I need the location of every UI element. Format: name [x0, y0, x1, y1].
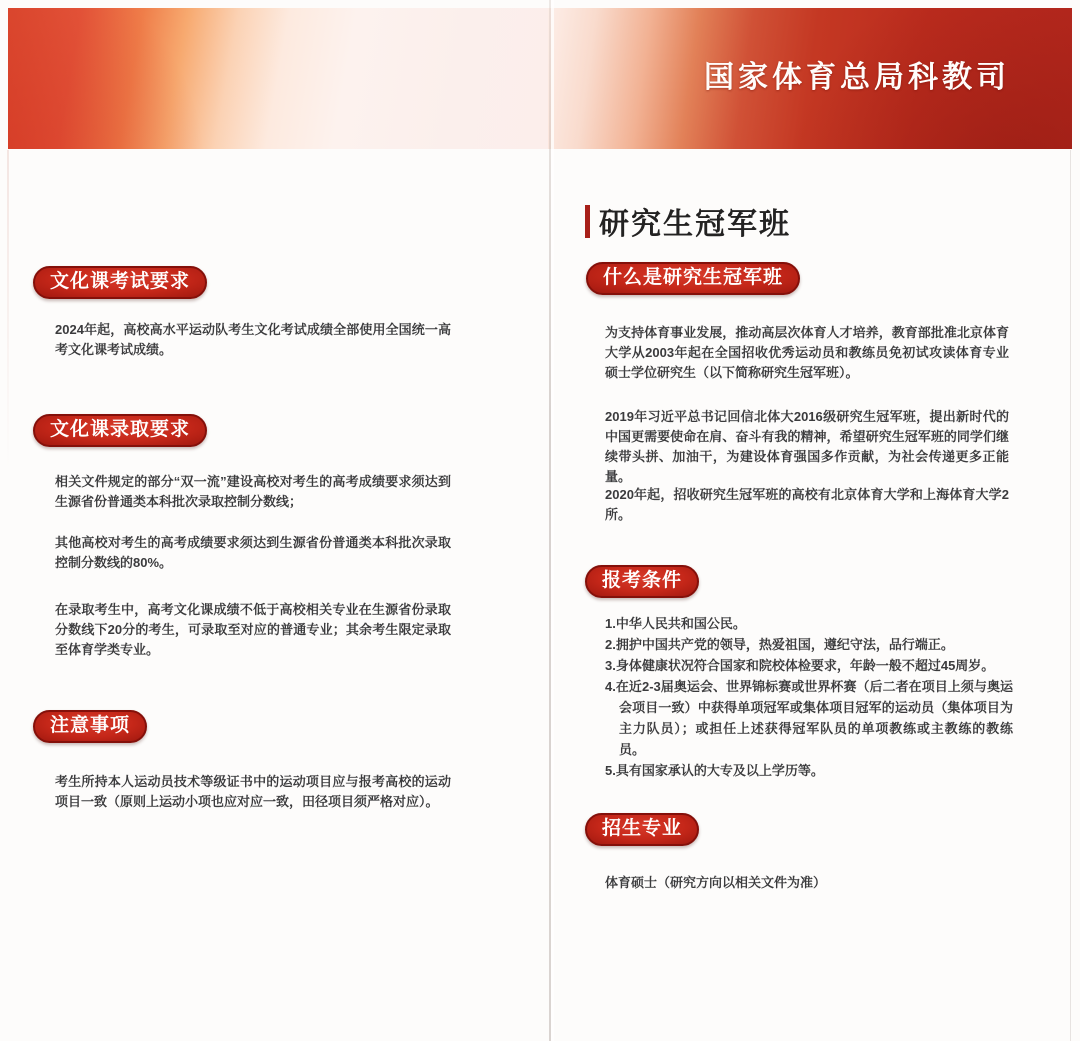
- paragraph-admission-3: 在录取考生中，高考文化课成绩不低于高校相关专业在生源省份录取分数线下20分的考生，可录取至对应的普通专业；其余考生限定录取至体育学类专业。: [55, 602, 451, 657]
- application-conditions-list: [605, 613, 1013, 781]
- badge-notes: 注意事项: [33, 710, 147, 743]
- banner-gradient-right: [548, 8, 1072, 149]
- badge-culture-exam-requirements: 文化课考试要求: [33, 266, 207, 299]
- page-edge-right: [1070, 150, 1071, 1041]
- badge-culture-admission-requirements: 文化课录取要求: [33, 414, 207, 447]
- condition-item-3: 3.身体健康状况符合国家和院校体检要求，年龄一般不超过45周岁。: [605, 658, 995, 673]
- condition-item-1: 1.中华人民共和国公民。: [605, 616, 746, 631]
- paragraph-what-1: 为支持体育事业发展，推动高层次体育人才培养，教育部批准北京体育大学从2003年起在全国招收优秀运动员和教练员免初试攻读体育专业硕士学位研究生（以下简称研究生冠军班）。: [605, 325, 1009, 380]
- title-red-bar: [585, 205, 590, 238]
- center-fold-highlight: [551, 0, 554, 1041]
- paragraph-major: 体育硕士（研究方向以相关文件为准）: [605, 875, 827, 890]
- paragraph-culture-exam: 2024年起，高校高水平运动队考生文化考试成绩全部使用全国统一高考文化课考试成绩。: [55, 322, 451, 357]
- paragraph-admission-1: 相关文件规定的部分“双一流”建设高校对考生的高考成绩要求须达到生源省份普通类本科批次录取控制分数线；: [55, 474, 451, 509]
- badge-enrollment-major: 招生专业: [585, 813, 699, 846]
- paragraph-admission-2: 其他高校对考生的高考成绩要求须达到生源省份普通类本科批次录取控制分数线的80%。: [55, 535, 451, 570]
- condition-item-4: 4.在近2-3届奥运会、世界锦标赛或世界杯赛（后二者在项目上须与奥运会项目一致）中获得单项冠军或集体项目冠军的运动员（集体项目为主力队员）；或担任上述获得冠军队员的单项教练或主教练的教练员。: [605, 679, 1013, 757]
- paragraph-what-3: 2020年起，招收研究生冠军班的高校有北京体育大学和上海体育大学2所。: [605, 487, 1009, 522]
- condition-item-5: 5.具有国家承认的大专及以上学历等。: [605, 763, 824, 778]
- badge-application-conditions: 报考条件: [585, 565, 699, 598]
- center-fold-line: [549, 0, 551, 1041]
- paragraph-notes: 考生所持本人运动员技术等级证书中的运动项目应与报考高校的运动项目一致（原则上运动小项也应对应一致，田径项目须严格对应）。: [55, 774, 451, 809]
- banner-gradient-left: [8, 8, 548, 149]
- badge-what-is-champion-class: 什么是研究生冠军班: [586, 262, 800, 295]
- header-department-title: 国家体育总局科教司: [704, 61, 1010, 94]
- page-edge-left: [7, 150, 9, 470]
- condition-item-2: 2.拥护中国共产党的领导，热爱祖国，遵纪守法，品行端正。: [605, 637, 954, 652]
- page-title-champion-class: 研究生冠军班: [599, 208, 791, 241]
- paragraph-what-2: 2019年习近平总书记回信北体大2016级研究生冠军班，提出新时代的中国更需要使命在肩、奋斗有我的精神，希望研究生冠军班的同学们继续带头拼、加油干，为建设体育强国多作贡献，为社会传递更多正能量。: [605, 409, 1009, 484]
